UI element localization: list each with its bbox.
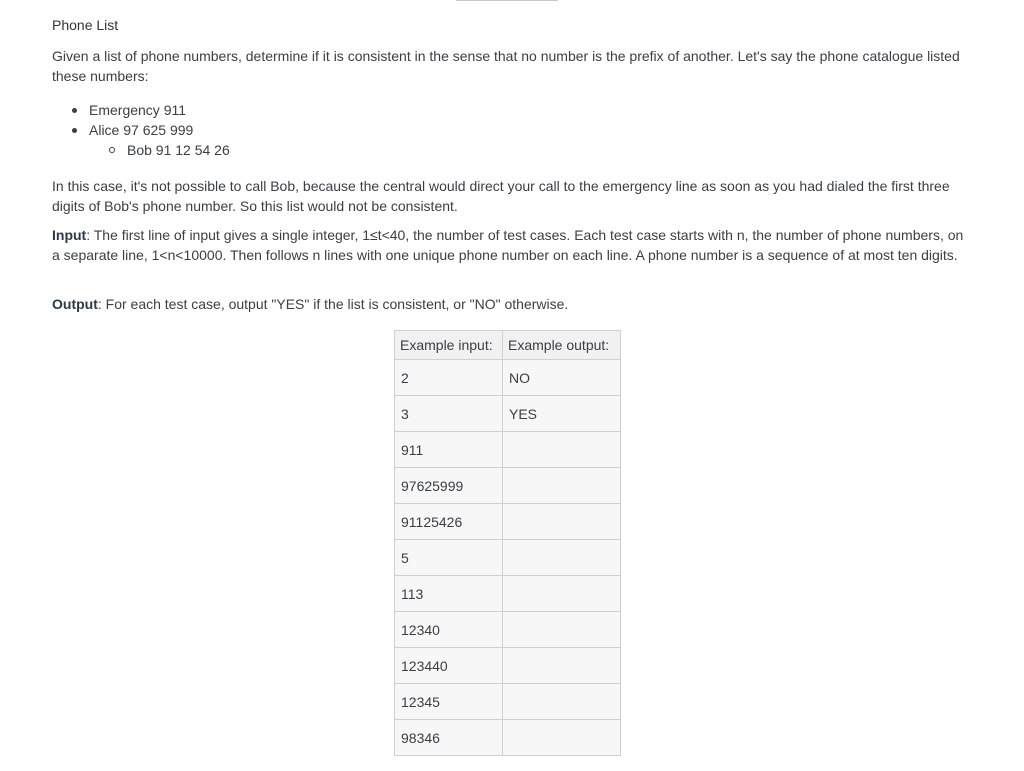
- output-cell: YES: [503, 396, 621, 432]
- input-cell: 123440: [395, 648, 503, 684]
- explanation-paragraph: In this case, it's not possible to call Bob, because the central would direct your call to the emergency line as soon as you had dialed the first three digits of Bob's phone number. So this list would not be consistent.: [52, 178, 950, 214]
- output-cell: [503, 540, 621, 576]
- input-text: : The first line of input gives a single integer, 1≤t<40, the number of test cases. Each test case starts with n, the number of phone numbers, on a separate line, 1<n<10000. Then follows n lines with one unique phone number on each line. A phone number is a sequence of at most ten digits.: [52, 227, 964, 263]
- table-row: [395, 648, 621, 684]
- list-item: Emergency 911: [52, 100, 230, 120]
- input-cell: 98346: [395, 720, 503, 756]
- input-cell: 911: [395, 432, 503, 468]
- example-table: [394, 330, 621, 756]
- input-cell: 12340: [395, 612, 503, 648]
- table-row: [395, 468, 621, 504]
- table-row: [395, 612, 621, 648]
- input-cell: 91125426: [395, 504, 503, 540]
- input-cell: 2: [395, 360, 503, 396]
- table-row: [395, 396, 621, 432]
- output-text: : For each test case, output "YES" if the list is consistent, or "NO" otherwise.: [97, 296, 569, 312]
- table-row: [395, 576, 621, 612]
- table-row: [395, 684, 621, 720]
- intro-paragraph: Given a list of phone numbers, determine if it is consistent in the sense that no number is the prefix of another. Let's say the phone catalogue listed these numbers:: [52, 48, 960, 84]
- input-cell: 3: [395, 396, 503, 432]
- output-cell: [503, 432, 621, 468]
- output-cell: [503, 720, 621, 756]
- table-row: [395, 720, 621, 756]
- input-cell: 12345: [395, 684, 503, 720]
- output-cell: [503, 684, 621, 720]
- list-item: Alice 97 625 999: [52, 120, 230, 140]
- output-cell: [503, 648, 621, 684]
- sub-list-item: Bob 91 12 54 26: [52, 140, 230, 160]
- page-title: Phone List: [52, 17, 119, 33]
- table-row: [395, 432, 621, 468]
- input-paragraph: [52, 225, 972, 265]
- input-cell: 5: [395, 540, 503, 576]
- table-row: [395, 504, 621, 540]
- output-cell: [503, 612, 621, 648]
- output-paragraph: [52, 294, 972, 314]
- output-cell: [503, 468, 621, 504]
- input-label: Input: [52, 227, 87, 243]
- output-cell: [503, 504, 621, 540]
- top-divider: [456, 0, 558, 1]
- input-cell: 97625999: [395, 468, 503, 504]
- output-cell: [503, 576, 621, 612]
- phone-list: [52, 100, 230, 160]
- header-example-output: Example output:: [503, 331, 621, 360]
- output-label: Output: [52, 296, 98, 312]
- table-row: [395, 360, 621, 396]
- input-cell: 113: [395, 576, 503, 612]
- output-cell: NO: [503, 360, 621, 396]
- header-example-input: Example input:: [395, 331, 503, 360]
- table-row: [395, 540, 621, 576]
